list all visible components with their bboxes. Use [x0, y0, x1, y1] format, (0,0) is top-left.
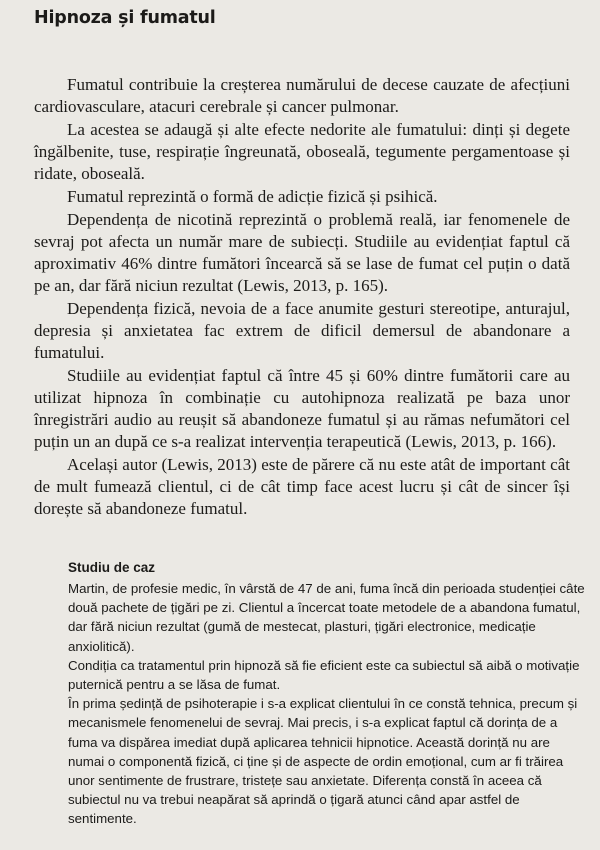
paragraph: Dependența fizică, nevoia de a face anumite gesturi stereotipe, anturajul, depresia și anxietatea fac extrem de dificil demersul de abandonare a fumatului. [34, 299, 570, 362]
section-heading: Hipnoza și fumatul [34, 8, 216, 28]
case-study-box [34, 558, 588, 829]
main-text [34, 74, 570, 520]
paragraph: Același autor (Lewis, 2013) este de părere că nu este atât de important cât de mult fumează clientul, ci de cât timp face acest lucru și cât de sincer își dorește să abandoneze fumatul. [34, 455, 570, 518]
paragraph: Fumatul reprezintă o formă de adicție fizică și psihică. [67, 187, 438, 206]
case-study-paragraph: Martin, de profesie medic, în vârstă de 47 de ani, fuma încă din perioada studenției câte două pachete de țigări pe zi. Clientul a încercat toate metodele de a abandona fumatul, dar fără niciun rezultat (gumă de mestecat, plasturi, țigări electronice, medicație anxiolitică). [68, 581, 585, 654]
paragraph: Fumatul contribuie la creșterea numărului de decese cauzate de afecțiuni cardiovasculare, atacuri cerebrale și cancer pulmonar. [34, 75, 570, 116]
paragraph: Studiile au evidențiat faptul că între 45 și 60% dintre fumătorii care au utilizat hipnoza în combinație cu autohipnoza realizată pe baza unor înregistrări audio au reușit să abandoneze fumatul și au rămas nefumători cel puțin un an după ce s-a realizat intervenția terapeutică (Lewis, 2013, p. 166). [34, 366, 570, 451]
paragraph: Dependența de nicotină reprezintă o problemă reală, iar fenomenele de sevraj pot afecta un număr mare de subiecți. Studiile au evidențiat faptul că aproximativ 46% dintre fumători încearcă să se lase de fumat cel puțin o dată pe an, dar fără niciun rezultat (Lewis, 2013, p. 165). [34, 210, 570, 295]
case-study-paragraph: În prima ședință de psihoterapie i s-a explicat clientului în ce constă tehnica, precum și mecanismele fenomenelui de sevraj. Mai precis, i s-a explicat faptul că dorința de a fuma va dispărea imediat după aplicarea tehnicii hipnotice. Această dorință nu are numai o componentă fizică, ci ține și de aspecte de ordin emoțional, cum ar fi trăirea unor sentimente de frustrare, tristețe sau anxietate. Diferența constă în aceea că subiectul nu va trebui neapărat să aprindă o țigară atunci când apar astfel de sentimente. [68, 696, 578, 827]
case-study-title: Studiu de caz [68, 560, 156, 575]
paragraph: La acestea se adaugă și alte efecte nedorite ale fumatului: dinți și degete îngălbenite, tuse, respirație îngreunată, oboseală, tegumente pergamentoase și ridate, oboseală. [34, 120, 570, 183]
case-study-paragraph: Condiția ca tratamentul prin hipnoză să fie eficient este ca subiectul să aibă o motivație puternică pentru a se lăsa de fumat. [68, 657, 580, 693]
